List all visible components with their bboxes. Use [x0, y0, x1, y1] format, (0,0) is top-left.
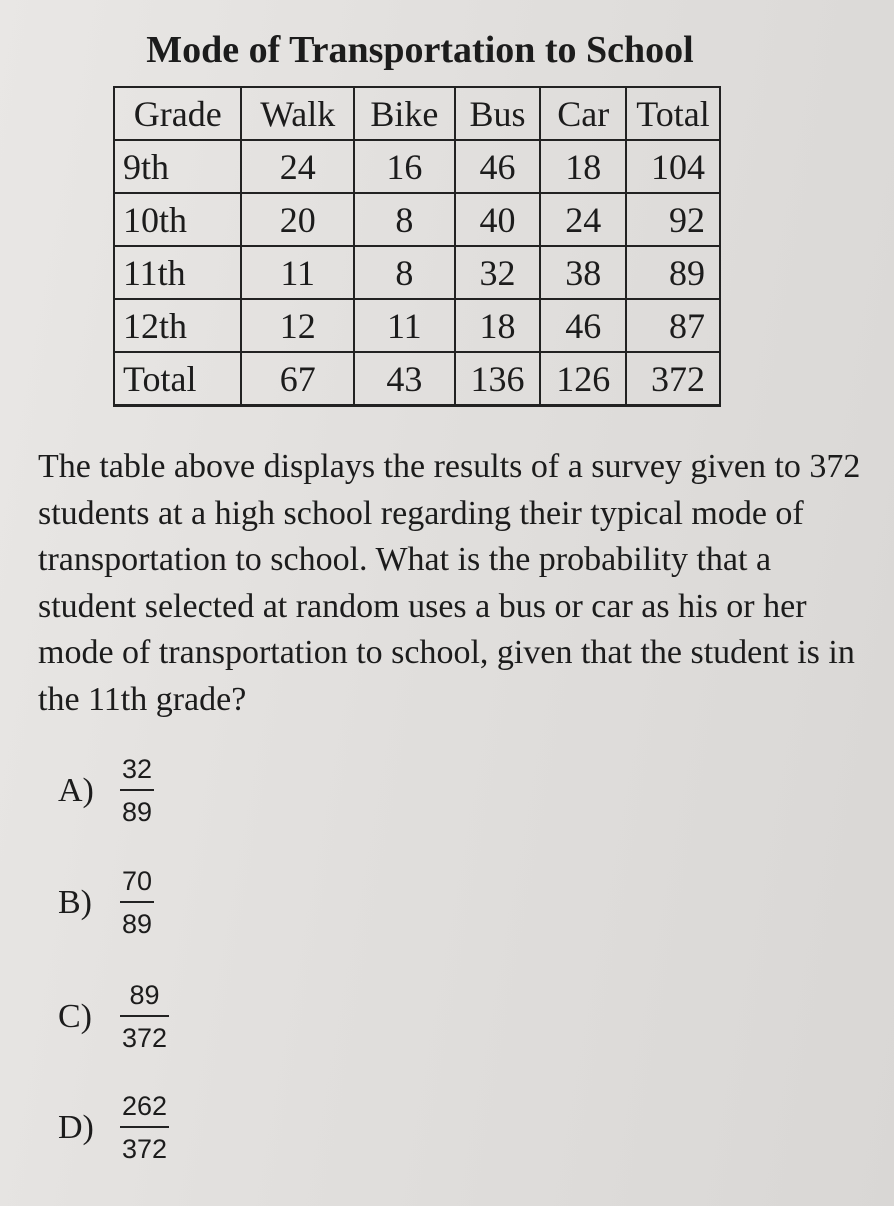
- table-cell: 8: [354, 193, 455, 246]
- choice-fraction: [120, 868, 154, 938]
- total-cell: 89: [626, 246, 720, 299]
- choice-d[interactable]: [58, 1093, 169, 1163]
- grade-cell: Total: [114, 352, 241, 406]
- column-header: Walk: [241, 87, 354, 140]
- table-row: [114, 193, 720, 246]
- table-cell: 136: [455, 352, 541, 406]
- table-cell: 16: [354, 140, 455, 193]
- choice-fraction: [120, 756, 154, 826]
- table-cell: 67: [241, 352, 354, 406]
- fraction-denominator: 89: [122, 909, 153, 939]
- table-cell: 8: [354, 246, 455, 299]
- column-header: Grade: [114, 87, 241, 140]
- total-cell: 104: [626, 140, 720, 193]
- table-cell: 18: [540, 140, 626, 193]
- table-cell: 43: [354, 352, 455, 406]
- table-cell: 11: [354, 299, 455, 352]
- column-header: Car: [540, 87, 626, 140]
- table-cell: 18: [455, 299, 541, 352]
- question-text: The table above displays the results of a survey given to 372 students at a high school regarding their typical mode of transportation to school. What is the probability that a student selected at random uses a bus or car as his or her mode of transportation to school, given that the student is in the 11th grade?: [38, 448, 861, 718]
- table-title: Mode of Transportation to School: [146, 29, 694, 71]
- choice-letter: B): [58, 884, 92, 921]
- choice-letter: C): [58, 998, 92, 1035]
- table-cell: 12: [241, 299, 354, 352]
- column-header: Bike: [354, 87, 455, 140]
- fraction-numerator: 70: [122, 866, 153, 896]
- column-header: Bus: [455, 87, 541, 140]
- table-cell: 11: [241, 246, 354, 299]
- fraction-numerator: 89: [129, 980, 160, 1010]
- table-cell: 46: [455, 140, 541, 193]
- total-cell: 372: [626, 352, 720, 406]
- total-cell: 87: [626, 299, 720, 352]
- table-cell: 46: [540, 299, 626, 352]
- grade-cell: 11th: [114, 246, 241, 299]
- table-total-row: [114, 352, 720, 406]
- total-cell: 92: [626, 193, 720, 246]
- table-cell: 32: [455, 246, 541, 299]
- fraction-denominator: 372: [122, 1134, 168, 1164]
- choice-fraction: [120, 1093, 169, 1163]
- grade-cell: 10th: [114, 193, 241, 246]
- table-cell: 24: [540, 193, 626, 246]
- choice-fraction: [120, 982, 169, 1052]
- choice-b[interactable]: [58, 868, 154, 938]
- table-row: [114, 246, 720, 299]
- choice-a[interactable]: [58, 756, 154, 826]
- column-header: Total: [626, 87, 720, 140]
- table-cell: 126: [540, 352, 626, 406]
- table-cell: 38: [540, 246, 626, 299]
- table-cell: 40: [455, 193, 541, 246]
- choice-letter: D): [58, 1109, 94, 1146]
- choice-letter: A): [58, 772, 94, 809]
- choice-c[interactable]: [58, 982, 169, 1052]
- grade-cell: 9th: [114, 140, 241, 193]
- table-cell: 24: [241, 140, 354, 193]
- table-header-row: [114, 87, 720, 140]
- table-row: [114, 140, 720, 193]
- fraction-numerator: 262: [122, 1091, 168, 1121]
- fraction-denominator: 89: [122, 797, 153, 827]
- grade-cell: 12th: [114, 299, 241, 352]
- fraction-numerator: 32: [122, 754, 153, 784]
- table-row: [114, 299, 720, 352]
- fraction-denominator: 372: [122, 1023, 168, 1053]
- transportation-table: [113, 86, 721, 407]
- table-cell: 20: [241, 193, 354, 246]
